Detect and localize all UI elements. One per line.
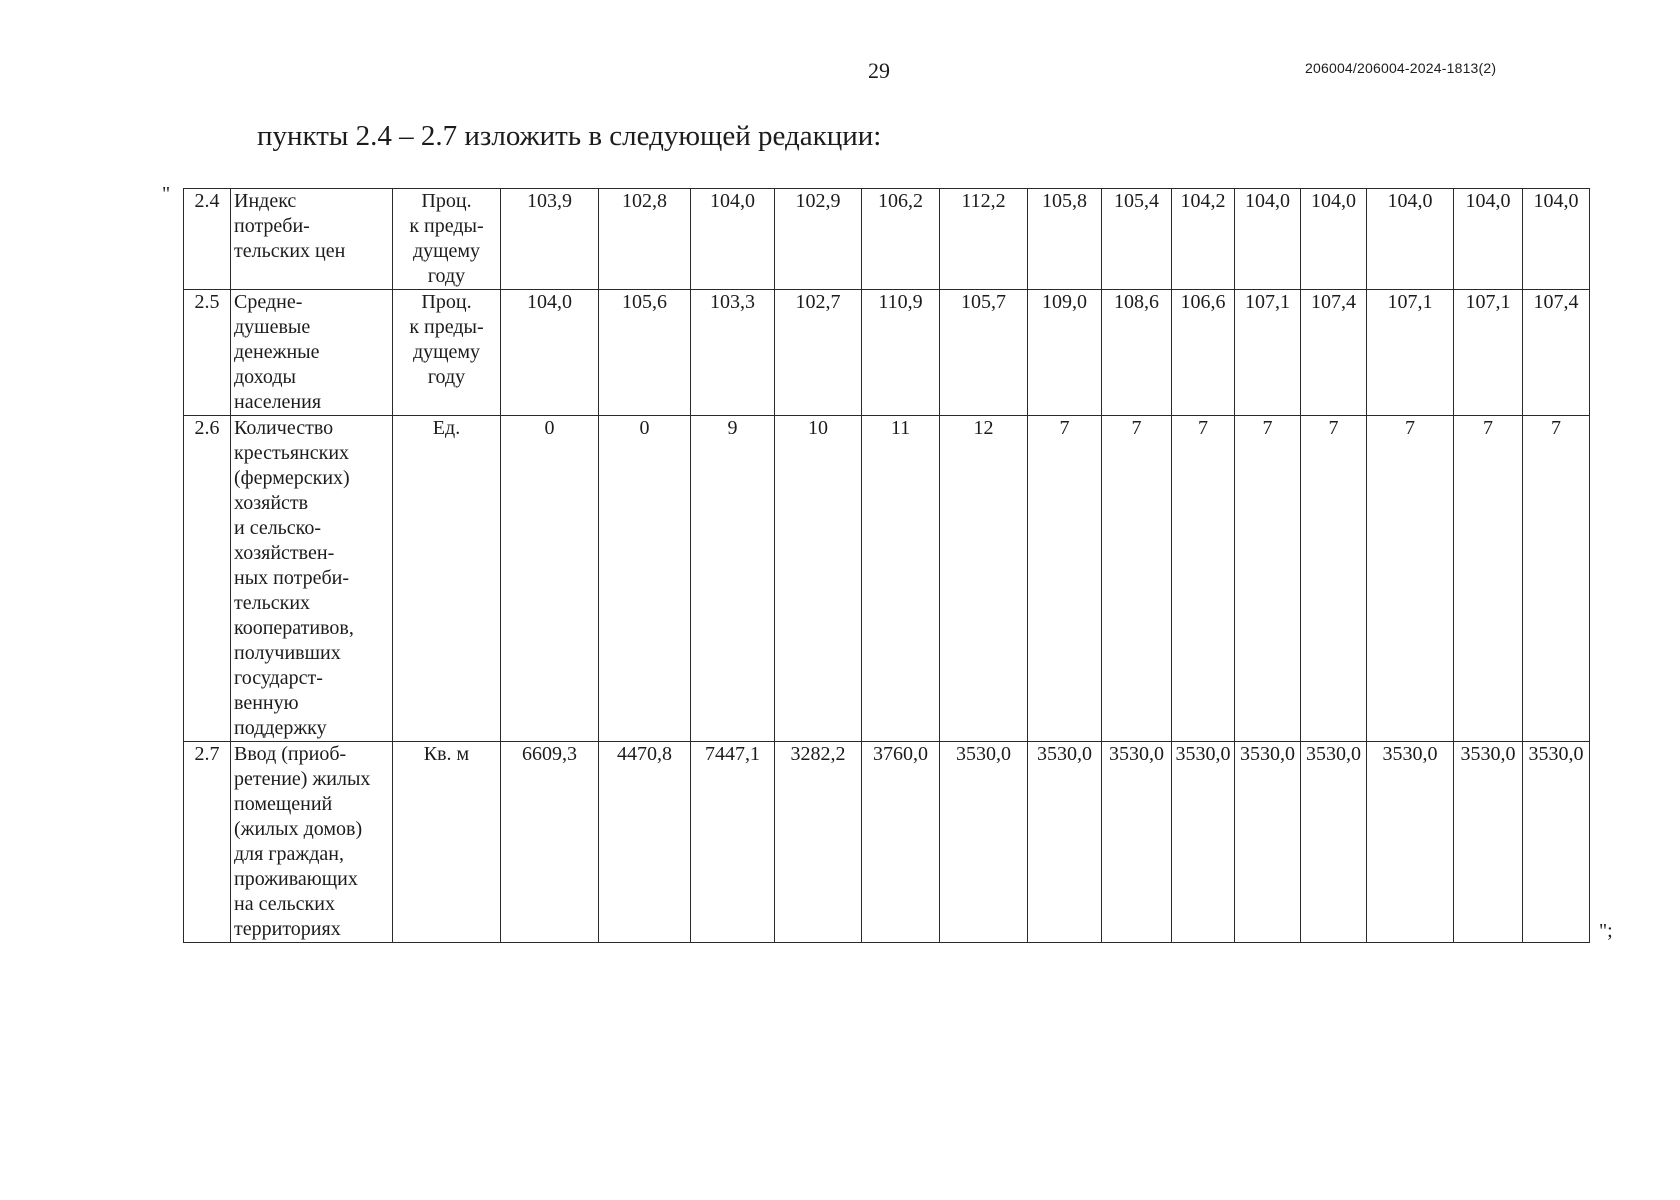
value-cell: 109,0	[1028, 290, 1102, 416]
value-cell: 7	[1172, 416, 1235, 742]
value-cell: 0	[599, 416, 691, 742]
value-cell: 7	[1367, 416, 1454, 742]
value-cell: 10	[775, 416, 862, 742]
value-cell: 105,7	[940, 290, 1028, 416]
row-number: 2.7	[184, 742, 231, 943]
value-cell: 3530,0	[1172, 742, 1235, 943]
value-cell: 104,0	[1367, 189, 1454, 290]
value-cell: 107,4	[1301, 290, 1367, 416]
value-cell: 11	[862, 416, 940, 742]
table-row	[184, 290, 1590, 416]
unit-cell: Проц. к преды- дущему году	[393, 290, 501, 416]
value-cell: 3530,0	[1367, 742, 1454, 943]
indicator-name: Средне- душевые денежные доходы населения	[231, 290, 393, 416]
indicator-name: Ввод (приоб- ретение) жилых помещений (жилых домов) для граждан, проживающих на сельских территориях	[231, 742, 393, 943]
row-number: 2.5	[184, 290, 231, 416]
value-cell: 107,4	[1523, 290, 1590, 416]
value-cell: 7	[1235, 416, 1301, 742]
indicator-name: Индекс потреби- тельских цен	[231, 189, 393, 290]
value-cell: 107,1	[1367, 290, 1454, 416]
value-cell: 106,2	[862, 189, 940, 290]
unit-cell: Кв. м	[393, 742, 501, 943]
table-row	[184, 742, 1590, 943]
row-number: 2.6	[184, 416, 231, 742]
value-cell: 102,8	[599, 189, 691, 290]
value-cell: 104,0	[1235, 189, 1301, 290]
value-cell: 7	[1102, 416, 1172, 742]
value-cell: 106,6	[1172, 290, 1235, 416]
value-cell: 104,0	[1301, 189, 1367, 290]
page-number: 29	[868, 58, 890, 83]
closing-quote: ";	[1599, 920, 1613, 942]
value-cell: 102,7	[775, 290, 862, 416]
value-cell: 12	[940, 416, 1028, 742]
table-row	[184, 189, 1590, 290]
value-cell: 7	[1523, 416, 1590, 742]
value-cell: 103,3	[691, 290, 775, 416]
unit-cell: Проц. к преды- дущему году	[393, 189, 501, 290]
value-cell: 7447,1	[691, 742, 775, 943]
value-cell: 3530,0	[940, 742, 1028, 943]
value-cell: 3530,0	[1454, 742, 1523, 943]
indicator-name: Количество крестьянских (фермерских) хозяйств и сельско- хозяйствен- ных потреби- тельских кооперативов, получивших государст- венную поддержку	[231, 416, 393, 742]
document-id: 206004/206004-2024-1813(2)	[1305, 60, 1497, 76]
row-number: 2.4	[184, 189, 231, 290]
opening-quote: "	[162, 183, 171, 205]
value-cell: 110,9	[862, 290, 940, 416]
value-cell: 107,1	[1454, 290, 1523, 416]
value-cell: 3530,0	[1235, 742, 1301, 943]
value-cell: 3530,0	[1028, 742, 1102, 943]
value-cell: 105,6	[599, 290, 691, 416]
value-cell: 3282,2	[775, 742, 862, 943]
value-cell: 112,2	[940, 189, 1028, 290]
value-cell: 107,1	[1235, 290, 1301, 416]
indicators-table	[183, 188, 1590, 943]
value-cell: 105,8	[1028, 189, 1102, 290]
intro-text: пункты 2.4 – 2.7 изложить в следующей редакции:	[257, 120, 882, 152]
unit-cell: Ед.	[393, 416, 501, 742]
value-cell: 3760,0	[862, 742, 940, 943]
value-cell: 3530,0	[1301, 742, 1367, 943]
value-cell: 9	[691, 416, 775, 742]
value-cell: 4470,8	[599, 742, 691, 943]
value-cell: 104,0	[501, 290, 599, 416]
value-cell: 0	[501, 416, 599, 742]
value-cell: 104,0	[691, 189, 775, 290]
value-cell: 108,6	[1102, 290, 1172, 416]
value-cell: 102,9	[775, 189, 862, 290]
value-cell: 103,9	[501, 189, 599, 290]
value-cell: 3530,0	[1523, 742, 1590, 943]
value-cell: 3530,0	[1102, 742, 1172, 943]
value-cell: 7	[1301, 416, 1367, 742]
value-cell: 7	[1028, 416, 1102, 742]
value-cell: 104,2	[1172, 189, 1235, 290]
value-cell: 104,0	[1454, 189, 1523, 290]
table-row	[184, 416, 1590, 742]
value-cell: 105,4	[1102, 189, 1172, 290]
value-cell: 104,0	[1523, 189, 1590, 290]
value-cell: 7	[1454, 416, 1523, 742]
value-cell: 6609,3	[501, 742, 599, 943]
